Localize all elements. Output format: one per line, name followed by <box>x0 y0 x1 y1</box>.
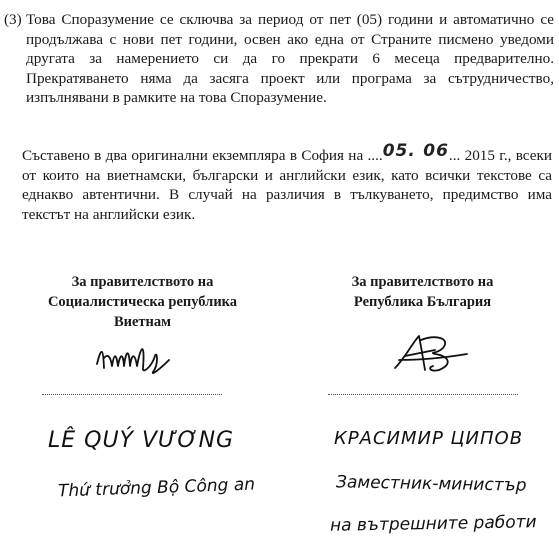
heading-line: За правителството на <box>351 274 494 290</box>
closing-paragraph <box>22 141 552 224</box>
signature-line-bulgaria <box>328 394 518 395</box>
heading-line: Виетнам <box>113 314 172 330</box>
handwritten-name-bulgaria: КРАСИМИР ЦИПОВ <box>334 428 524 449</box>
signatory-heading-vietnam <box>20 272 265 332</box>
heading-line: Социалистическа република <box>47 294 238 310</box>
handwritten-title-vietnam: Thứ trưởng Bộ Công an <box>57 474 256 502</box>
handwritten-name-vietnam: LÊ QUÝ VƯƠNG <box>48 428 235 453</box>
signature-line-vietnam <box>42 394 222 395</box>
paragraph-number: (3) <box>4 11 22 28</box>
signature-vietnam <box>93 338 173 380</box>
paragraph-3 <box>4 10 554 108</box>
handwritten-title-bulgaria-line-2: на вътрешните работи <box>329 512 537 536</box>
signature-bulgaria <box>391 330 469 378</box>
closing-text-before-date: Съставено в два оригинални екземпляра в София на .... <box>22 147 383 164</box>
signatory-heading-bulgaria <box>310 272 535 312</box>
closing-text-after-date: ... 2015 г., всеки от които на виетнамски, български и английски език, като всички текстове са еднакво автентични. В случай на различия в тълкуването, предимство има текстът на английски език. <box>22 147 552 223</box>
heading-line: Република България <box>353 294 492 310</box>
heading-line: За правителството на <box>71 274 214 290</box>
handwritten-date: 05. 06 <box>382 141 449 161</box>
handwritten-title-bulgaria-line-1: Заместник-министър <box>335 472 527 496</box>
paragraph-3-text: Това Споразумение се сключва за период от пет (05) години и автоматично се продължава с нови пет години, освен ако една от Страните писмено уведоми другата за намерението си да го прекрати 6 месеца предварително. Прекратяването няма да засяга проект или програма за сътрудничество, изпълнявани в рамките на това Споразумение. <box>26 11 554 106</box>
